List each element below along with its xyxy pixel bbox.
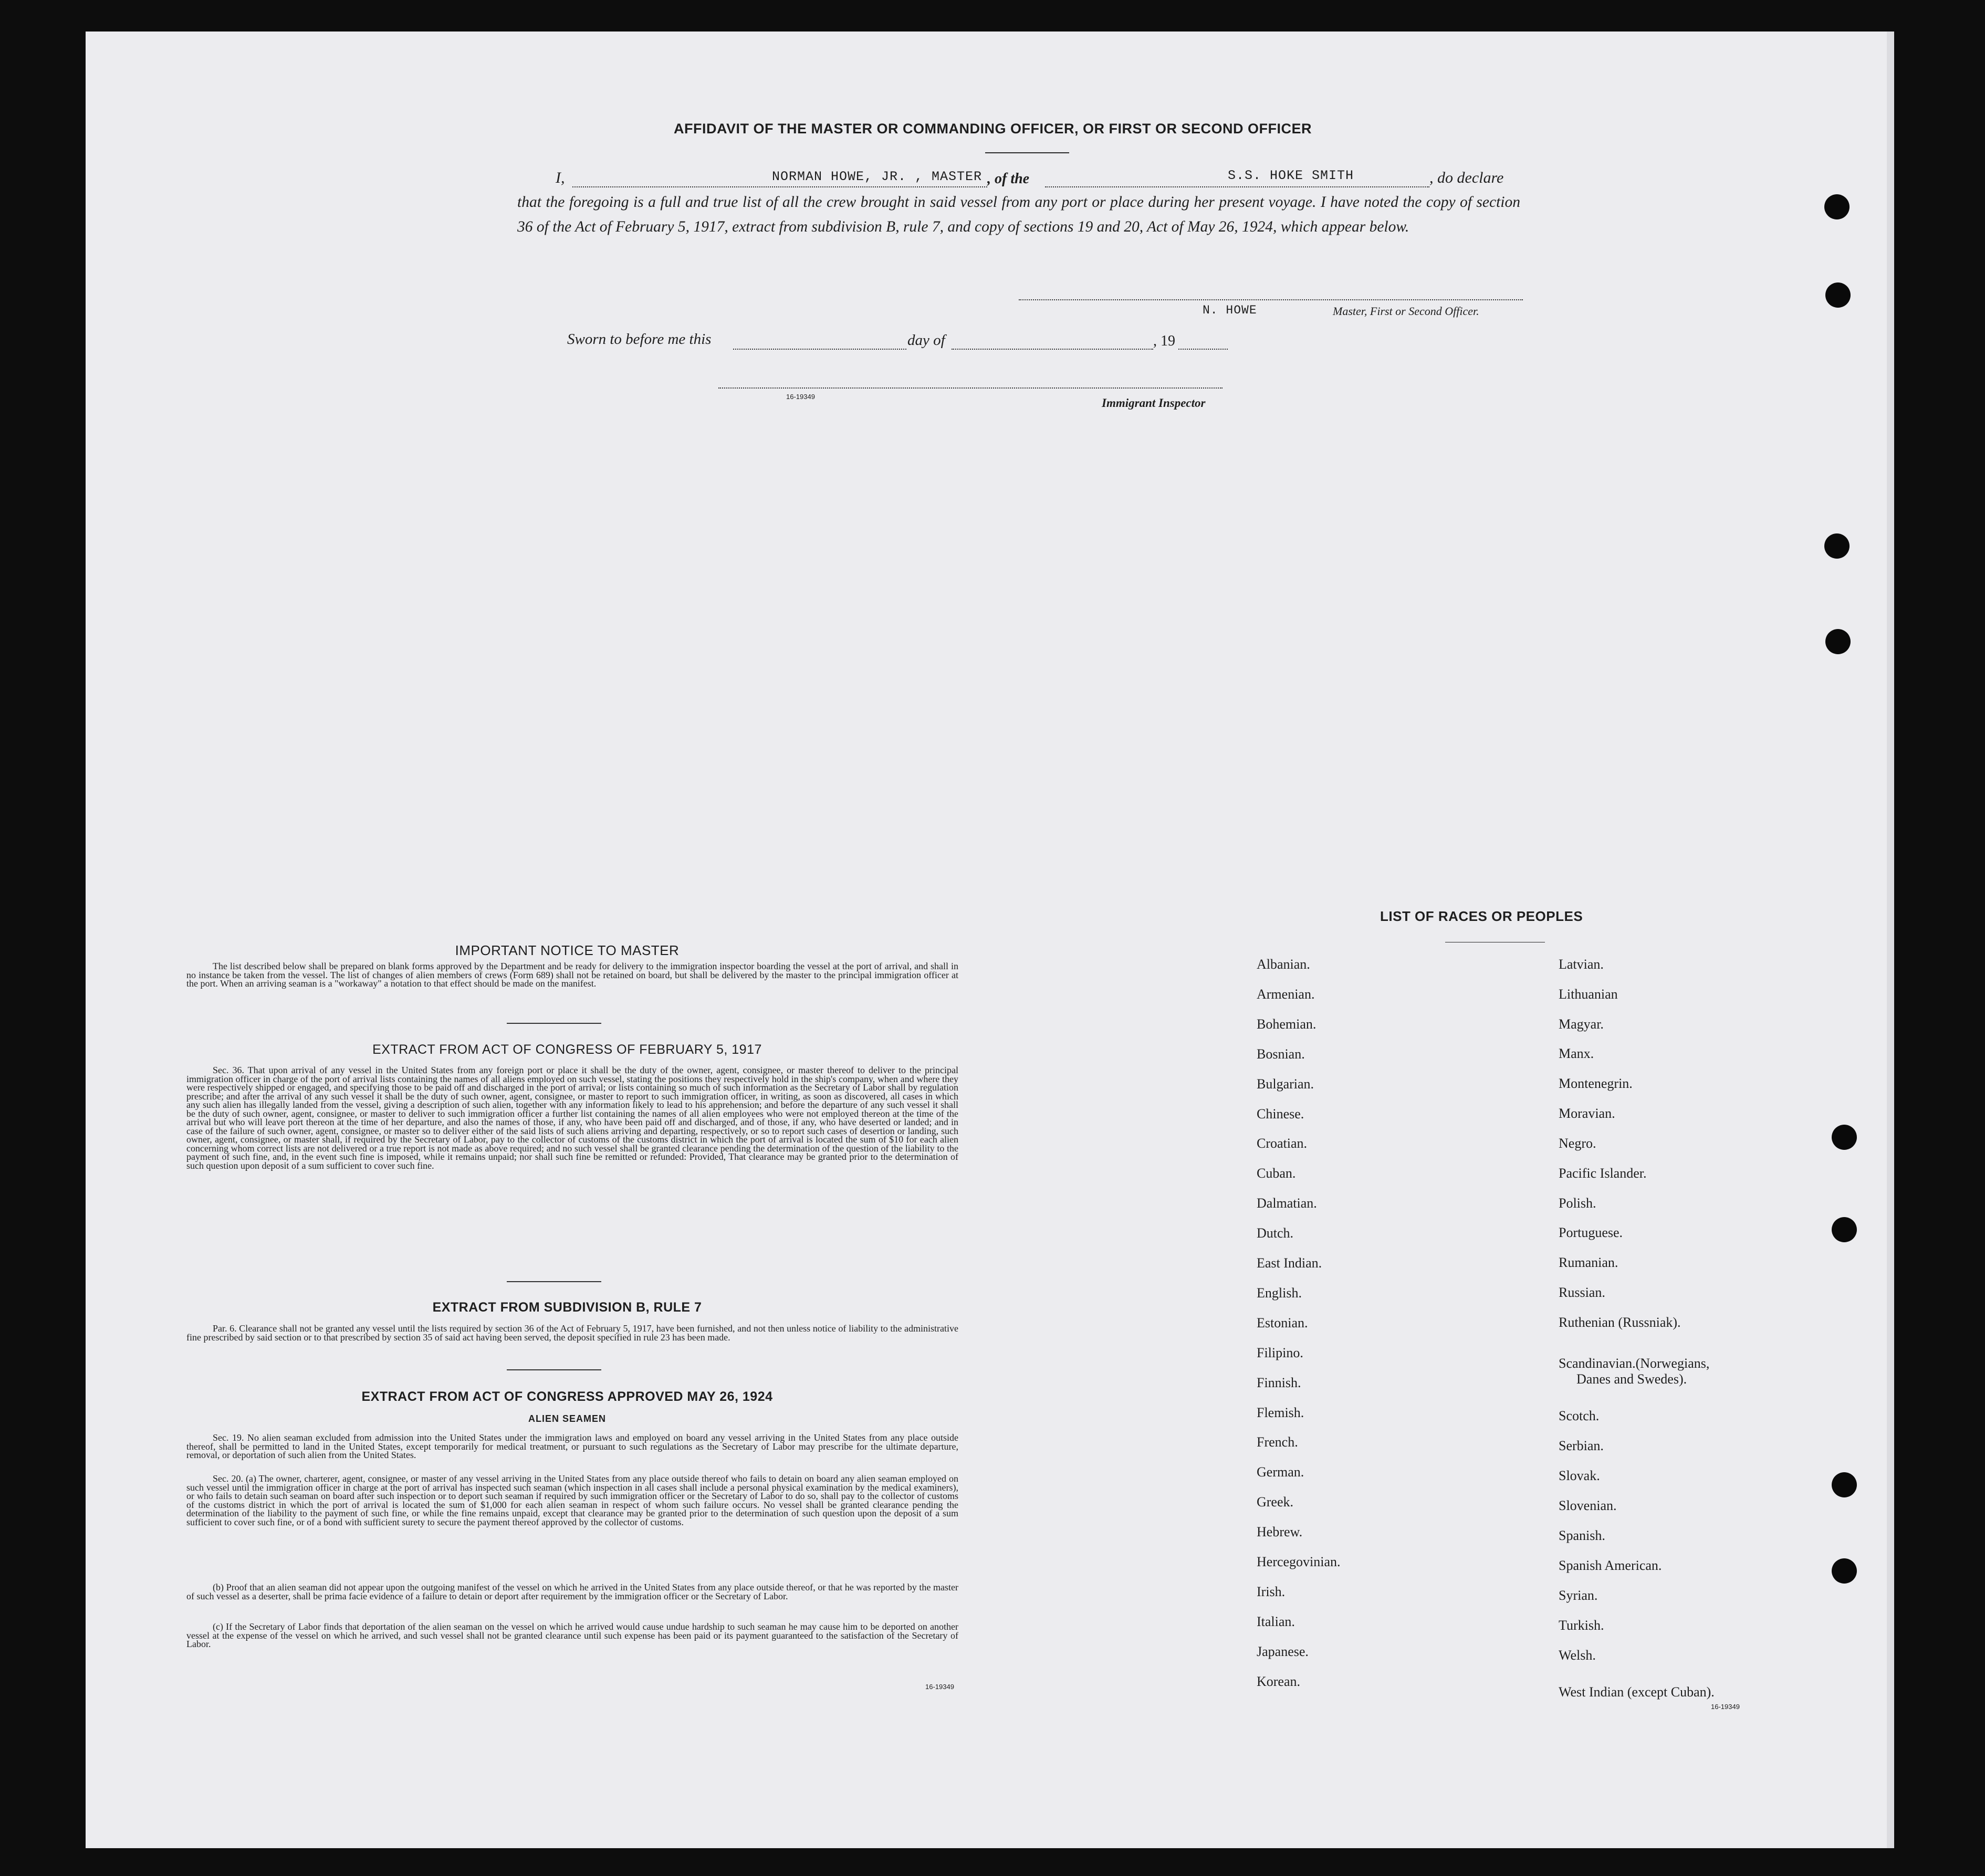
race-item: Turkish. [1559, 1618, 1604, 1633]
extract-1917-text: Sec. 36. That upon arrival of any vessel in the United States from any foreign port or place it shall be the duty of the owner, agent, consignee, or master thereof to deliver to the principal immigration officer in charge of the port of arrival lists containing the names of all aliens employed on such vessel, stating the positions they respectively hold in the ship's company, when and where they were respectively shipped or engaged, and specifying those to be paid off and discharged in the port of arrival; or lists containing so much of such information as the Secretary of Labor shall by regulation prescribe; and after the arrival of any such vessel it shall be the duty of such owner, agent, consignee, or master to report to such immigration officer, in writing, as soon as discovered, all cases in which any such alien has illegally landed from the vessel, giving a description of such alien, together with any information likely to lead to his apprehension; and before the departure of any such vessel it shall be the duty of such owner, agent, consignee, or master to deliver to such immigration officer a further list containing the names of all alien employees who were not employed thereon at the time of the arrival but who will leave port thereon at the time of her departure, and also the names of those, if any, who have been paid off and discharged, and of those, if any, who have deserted or landed; and in case of the failure of such owner, agent, consignee, or master so to deliver either of the said lists of such aliens arriving and departing, respectively, or so to report such cases of desertion or landing, such owner, agent, consignee, or master shall, if required by the Secretary of Labor, pay to the collector of customs of the customs district in which the port of arrival is located the sum of $10 for each alien concerning whom correct lists are not delivered or a true report is not made as above required; and no such vessel shall be granted clearance pending the determination of the question of the liability to the payment of such fine, and, in the event such fine is imposed, while it remains unpaid; nor shall such fine be remitted or refunded: Provided, That clearance may be granted prior to the determination of such question upon deposit of a sum sufficient to cover such fine. [186, 1065, 958, 1171]
page-edge [1887, 32, 1894, 1848]
race-item: Armenian. [1257, 986, 1315, 1002]
race-item: Spanish. [1559, 1528, 1605, 1543]
do-declare-label: , do declare [1429, 169, 1504, 186]
race-item: Manx. [1559, 1046, 1594, 1061]
day-of-label: day of [907, 332, 945, 349]
punch-hole [1832, 1217, 1857, 1242]
section-separator [507, 1369, 601, 1370]
sworn-label: Sworn to before me this [567, 331, 712, 348]
race-item: Syrian. [1559, 1588, 1598, 1603]
affidavit-title: AFFIDAVIT OF THE MASTER OR COMMANDING OFFICER, OR FIRST OR SECOND OFFICER [674, 121, 1312, 137]
race-item: Dalmatian. [1257, 1196, 1317, 1211]
race-item: Irish. [1257, 1584, 1286, 1599]
punch-hole [1825, 629, 1851, 654]
document-page [86, 32, 1887, 1848]
race-item: Finnish. [1257, 1375, 1301, 1390]
race-item: Russian. [1559, 1285, 1605, 1300]
race-item: Polish. [1559, 1196, 1596, 1211]
sec20b-text: (b) Proof that an alien seaman did not appear upon the outgoing manifest of the vessel on which he arrived in the United States from any place outside thereof, or that he was reported by the master of such vessel as a deserter, shall be prima facie evidence of a failure to detain or deport after requirement by the immigration officer or the Secretary of Labor. [186, 1582, 958, 1601]
year-label: , 19 [1153, 333, 1175, 349]
race-item: Rumanian. [1559, 1255, 1618, 1270]
race-item: Estonian. [1257, 1315, 1308, 1330]
race-item: Hercegovinian. [1257, 1554, 1341, 1569]
race-item: French. [1257, 1434, 1298, 1450]
race-item: Scotch. [1559, 1408, 1600, 1423]
race-item: Negro. [1559, 1136, 1596, 1151]
races-form-number: 16-19349 [1711, 1703, 1740, 1711]
i-label: I, [556, 169, 565, 186]
race-item: Hebrew. [1257, 1524, 1303, 1540]
notice-text: The list described below shall be prepared on blank forms approved by the Department and be ready for delivery to the immigration inspector boarding the vessel at the port of arrival, and shall in no instance be taken from the vessel. The list of changes of alien members of crews (Form 689) shall not be retained on board, but shall be delivered by the master to the principal immigration officer at the port. When an arriving seaman is a "workaway" a notation to that effect should be made on the manifest. [186, 961, 958, 989]
master-name-line [572, 186, 987, 187]
sec20a-text: Sec. 20. (a) The owner, charterer, agent, consignee, or master of any vessel arriving in the United States from any place outside thereof who fails to detain on board any alien seaman employed on such vessel until the immigration officer in charge at the port of arrival has inspected such seaman (which inspection in all cases shall include a personal physical examination by the medical examiners), or who fails to detain such seaman on board after such inspection or to deport such seaman if required by such immigration officer or the Secretary of Labor to do so, shall pay to the collector of customs of the customs district in which the port of arrival is located the sum of $1,000 for each alien seaman in respect of whom such failure occurs. No vessel shall be granted clearance pending the determination of the liability to the payment of such fine, or while the fine remains unpaid, except that clearance may be granted prior to the determination of such question upon the deposit of a sum sufficient to cover such fine, or of a bond with sufficient surety to secure the payment thereof approved by the collector of customs. [186, 1473, 958, 1527]
sworn-day-line [733, 349, 906, 350]
section-separator [507, 1281, 601, 1282]
vessel-name: S.S. HOKE SMITH [1228, 168, 1354, 183]
extract-rule7-text: Par. 6. Clearance shall not be granted any vessel until the lists required by section 36 of the Act of February 5, 1917, have been furnished, and not then unless notice of liability to the administrative fine prescribed by said section or to that prescribed by section 35 of said act having been served, the deposit specified in rule 23 has been made. [186, 1323, 958, 1343]
title-underline [985, 152, 1069, 153]
sec19-text: Sec. 19. No alien seaman excluded from admission into the United States under the immigration laws and employed on board any vessel arriving in the United States from any place outside thereof, shall be permitted to land in the United States, except temporarily for medical treatment, or pursuant to such regulations as the Secretary of Labor may prescribe for the ultimate departure, removal, or deportation of such alien from the United States. [186, 1432, 958, 1460]
extract-form-number: 16-19349 [925, 1683, 954, 1691]
inspector-label: Immigrant Inspector [1102, 396, 1206, 410]
race-item: Dutch. [1257, 1225, 1294, 1241]
race-item: Ruthenian (Russniak). [1559, 1315, 1681, 1330]
race-item: Lithuanian [1559, 987, 1618, 1002]
notice-title: IMPORTANT NOTICE TO MASTER [455, 942, 680, 958]
signature: N. HOWE [1203, 303, 1257, 317]
race-item: Montenegrin. [1559, 1076, 1633, 1091]
punch-hole [1824, 533, 1850, 559]
race-item: Greek. [1257, 1494, 1294, 1510]
race-item: Latvian. [1559, 957, 1604, 972]
race-item: Croatian. [1257, 1136, 1308, 1151]
alien-seamen-subtitle: ALIEN SEAMEN [528, 1413, 606, 1424]
sec20c-text: (c) If the Secretary of Labor finds that deportation of the alien seaman on the vessel on which he arrived would cause undue hardship to such seaman he may cause him to be deported on another vessel at the expense of the vessel on which he arrived, and such vessel shall not be granted clearance until such expense has been paid or its payment guaranteed to the satisfaction of the Secretary of Labor. [186, 1621, 958, 1649]
race-item: Flemish. [1257, 1405, 1304, 1420]
race-item: Bohemian. [1257, 1016, 1317, 1032]
of-the-label: , of the [987, 171, 1030, 187]
extract-1924-title: EXTRACT FROM ACT OF CONGRESS APPROVED MAY 26, 1924 [361, 1389, 773, 1404]
affidavit-body: that the foregoing is a full and true list of all the crew brought in said vessel from any port or place during her present voyage. I have noted the copy of section 36 of the Act of February 5, 1917, extract from subdivision B, rule 7, and copy of sections 19 and 20, Act of May 26, 1924, which appear below. [517, 194, 1520, 235]
master-name: NORMAN HOWE, JR. , MASTER [772, 169, 983, 184]
punch-hole [1832, 1558, 1857, 1584]
section-separator [507, 1023, 601, 1024]
sworn-year-line [1178, 349, 1228, 350]
race-item: Filipino. [1257, 1345, 1303, 1360]
race-item: Albanian. [1257, 957, 1310, 972]
signature-line [1019, 299, 1523, 300]
punch-hole [1824, 194, 1850, 219]
race-item: Danes and Swedes). [1576, 1371, 1687, 1387]
race-item: Moravian. [1559, 1106, 1615, 1121]
punch-hole [1832, 1125, 1857, 1150]
punch-hole [1832, 1472, 1857, 1497]
race-item: Slovak. [1559, 1468, 1600, 1483]
race-item: Slovenian. [1559, 1498, 1617, 1513]
vessel-name-line [1045, 186, 1429, 187]
race-item: Cuban. [1257, 1166, 1296, 1181]
race-item: West Indian (except Cuban). [1559, 1684, 1715, 1700]
sworn-month-line [952, 349, 1153, 350]
races-title: LIST OF RACES OR PEOPLES [1380, 908, 1583, 924]
race-item: Italian. [1257, 1613, 1295, 1629]
race-item: Scandinavian.(Norwegians, [1559, 1356, 1710, 1371]
extract-rule7-title: EXTRACT FROM SUBDIVISION B, RULE 7 [432, 1300, 702, 1315]
race-item: English. [1257, 1285, 1302, 1301]
race-item: Japanese. [1257, 1643, 1309, 1659]
race-item: Pacific Islander. [1559, 1166, 1647, 1181]
race-item: Portuguese. [1559, 1225, 1623, 1240]
race-item: Welsh. [1559, 1648, 1596, 1663]
affidavit-form-number: 16-19349 [786, 393, 815, 401]
race-item: Korean. [1257, 1673, 1301, 1689]
signature-title: Master, First or Second Officer. [1333, 305, 1479, 318]
inspector-line [718, 387, 1223, 389]
race-item: Bulgarian. [1257, 1076, 1314, 1092]
race-item: Bosnian. [1257, 1046, 1305, 1062]
race-item: Magyar. [1559, 1016, 1604, 1032]
extract-1917-title: EXTRACT FROM ACT OF CONGRESS OF FEBRUARY 5, 1917 [372, 1042, 762, 1057]
race-item: Chinese. [1257, 1106, 1304, 1122]
race-item: German. [1257, 1464, 1304, 1480]
race-item: Spanish American. [1559, 1558, 1662, 1573]
race-item: East Indian. [1257, 1255, 1322, 1271]
race-item: Serbian. [1559, 1438, 1604, 1453]
punch-hole [1825, 282, 1851, 308]
